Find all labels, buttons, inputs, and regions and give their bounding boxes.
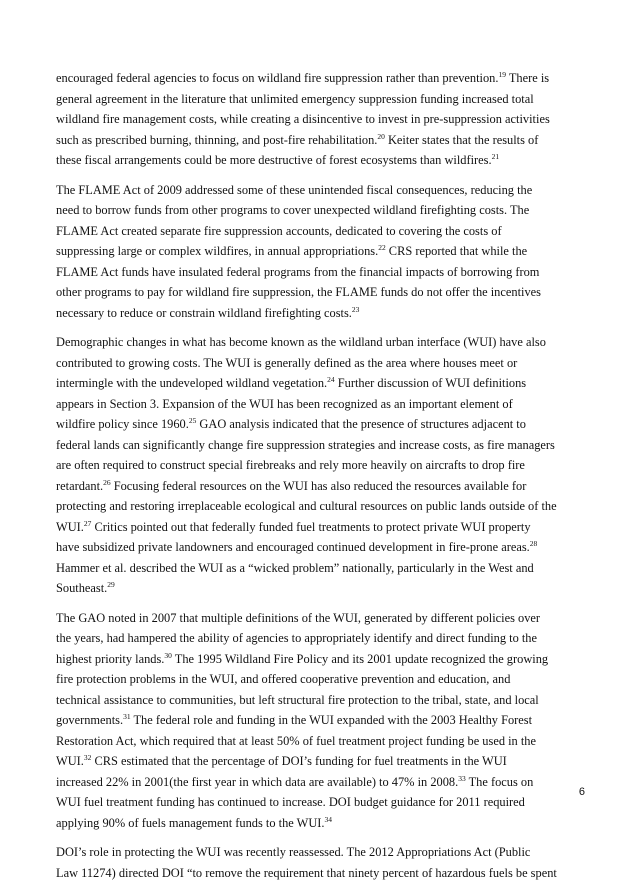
text-line: protecting and restoring irreplaceable ecological and cultural resources on public lands outside of the xyxy=(56,499,557,513)
text-line: Restoration Act, which required that at least 50% of fuel treatment project funding be used in the xyxy=(56,733,536,748)
text-line: FLAME Act created separate fire suppression accounts, dedicated to covering the costs of xyxy=(56,223,502,238)
paragraph xyxy=(56,332,588,599)
text-line: governments.$^{31}$ The federal role and funding in the WUI expanded with the 2003 Healthy Forest xyxy=(56,712,533,727)
text-line: WUI.$^{32}$ CRS estimated that the percentage of DOI’s funding for fuel treatments in the WUI xyxy=(56,753,507,768)
text-line: are often required to construct special firebreaks and rely more heavily on aircrafts to drop fire xyxy=(56,458,525,472)
text-line: FLAME Act funds have insulated federal programs from the financial impacts of borrowing from xyxy=(56,264,540,279)
paragraph xyxy=(56,68,588,171)
page-number: 6 xyxy=(578,786,585,798)
text-line: federal lands can significantly change fire suppression strategies and increase costs, as fire managers xyxy=(56,437,555,452)
text-line: The FLAME Act of 2009 addressed some of these unintended fiscal consequences, reducing the xyxy=(56,182,533,197)
text-line: contributed to growing costs. The WUI is generally defined as the area where houses meet or xyxy=(56,355,518,370)
paragraph xyxy=(56,842,588,883)
text-line: wildfire policy since 1960.25 GAO analysis indicated that the presence of structures adjacent to xyxy=(56,416,526,431)
text-line: these fiscal arrangements could be more destructive of forest ecosystems than wildfires.$^{21}$ xyxy=(56,152,500,167)
text-line: highest priority lands.$^{30}$ The 1995 Wildland Fire Policy and its 2001 update recognized the growing xyxy=(56,650,549,666)
text-line: general agreement in the literature that unlimited emergency suppression funding increased total xyxy=(56,91,534,106)
text-line: increased 22% in 2001(the first year in which data are available) to 47% in 2008.33 The focus on xyxy=(56,773,534,789)
text-line: other programs to pay for wildland fire suppression, the FLAME funds do not offer the incentives xyxy=(56,285,541,299)
text-line: Law 11274) directed DOI “to remove the requirement that ninety percent of hazardous fuels be spent xyxy=(56,865,557,880)
text-line: The GAO noted in 2007 that multiple definitions of the WUI, generated by different policies over xyxy=(56,610,541,625)
text-line: applying 90% of fuels management funds to the WUI.$^{34}$ xyxy=(56,814,333,830)
text-line: DOI’s role in protecting the WUI was recently reassessed. The 2012 Appropriations Act (Public xyxy=(56,845,531,859)
text-line: WUI fuel treatment funding has continued to increase. DOI budget guidance for 2011 required xyxy=(56,795,525,809)
text-line: WUI.$^{27}$ Critics pointed out that federally funded fuel treatments to protect private WUI property xyxy=(56,518,531,534)
text-line: Hammer et al. described the WUI as a “wicked problem” nationally, particularly in the West and xyxy=(56,560,534,575)
text-line: Demographic changes in what has become known as the wildland urban interface (WUI) have also xyxy=(56,335,546,349)
text-line: retardant.$^{26}$ Focusing federal resources on the WUI has also reduced the resources available for xyxy=(56,477,527,493)
text-line: encouraged federal agencies to focus on wildland fire suppression rather than prevention.$^{19}$ There is xyxy=(56,70,550,85)
text-line: wildland fire management costs, while creating a disincentive to invest in pre-suppression activities xyxy=(56,112,550,126)
text-line: technical assistance to communities, but left structural fire protection to the tribal, state, and local xyxy=(56,692,539,707)
text-line: intermingle with the undeveloped wildland vegetation.$^{24}$ Further discussion of WUI definitions xyxy=(56,375,527,390)
text-line: fire protection problems in the WUI, and offered cooperative prevention and education, and xyxy=(56,672,511,686)
paragraph xyxy=(56,608,588,834)
body-text xyxy=(56,68,588,892)
text-line: the years, had hampered the ability of agencies to appropriately identify and direct funding to the xyxy=(56,631,538,645)
paragraph xyxy=(56,180,588,324)
text-line: necessary to reduce or constrain wildland firefighting costs.$^{23}$ xyxy=(56,304,360,320)
text-line: such as prescribed burning, thinning, and post-fire rehabilitation.$^{20}$ Keiter states that the results of xyxy=(56,131,539,147)
text-line: suppressing large or complex wildfires, in annual appropriations.$^{22}$ CRS reported that while the xyxy=(56,243,528,258)
text-line: need to borrow funds from other programs to cover unexpected wildland firefighting costs. The xyxy=(56,203,530,217)
text-line: appears in Section 3. Expansion of the WUI has been recognized as an important element of xyxy=(56,396,513,411)
text-line: have subsidized private landowners and encouraged continued development in fire-prone areas.$^{28}$ xyxy=(56,539,538,554)
text-line: Southeast.$^{29}$ xyxy=(56,580,115,595)
